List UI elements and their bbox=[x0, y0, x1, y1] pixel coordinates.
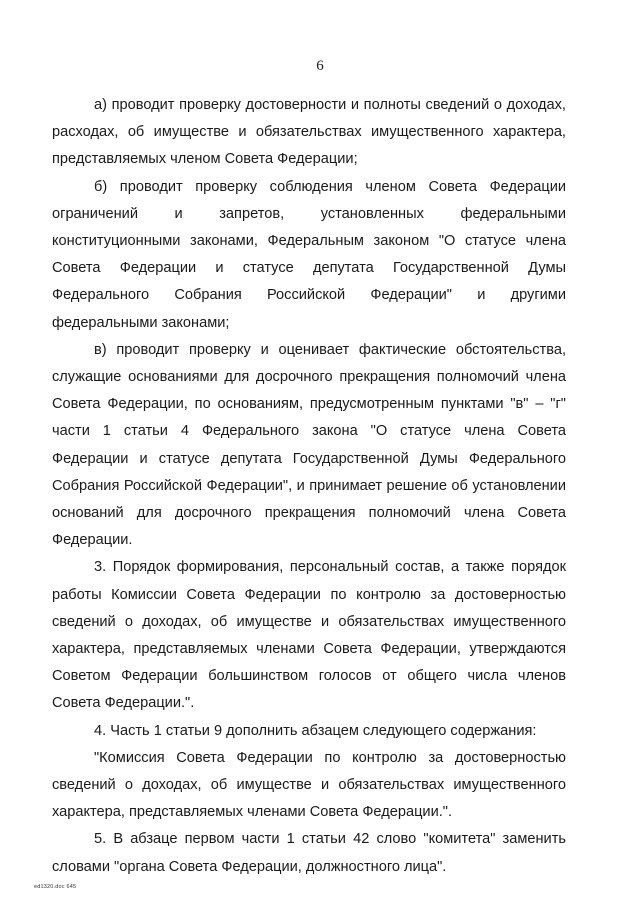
paragraph-5: 5. В абзаце первом части 1 статьи 42 слово "комитета" заменить словами "органа Совета Федерации, должностного лица". bbox=[52, 831, 566, 875]
page-number: 6 bbox=[316, 58, 324, 74]
paragraph-a: а) проводит проверку достоверности и полноты сведений о доходах, расходах, об имуществе и обязательствах имущественного характера, представляемых членом Совета Федерации; bbox=[52, 97, 566, 168]
paragraph-quote: "Комиссия Совета Федерации по контролю за достоверностью сведений о доходах, об имуществе и обязательствах имущественного характера, представляемых членами Совета Федерации.". bbox=[52, 749, 566, 821]
paragraph-3: 3. Порядок формирования, персональный состав, а также порядок работы Комиссии Совета Федерации по контролю за достоверностью сведений о доходах, об имуществе и обязательствах имущественного характера, представляемых членами Совета Федерации, утверждаются Советом Федерации большинством голосов от общего числа членов Совета Федерации.". bbox=[52, 559, 566, 712]
paragraph-v: в) проводит проверку и оценивает фактические обстоятельства, служащие основаниями для досрочного прекращения полномочий члена Совета Федерации, по основаниям, предусмотренным пунктами "в" – "г" части 1 статьи 4 Федерального закона "О статусе члена Совета Федерации и статусе депутата Государственной Думы Федерального Собрания Российской Федерации", и принимает решение об установлении оснований для досрочного прекращения полномочий члена Совета Федерации. bbox=[52, 341, 566, 549]
document-body bbox=[52, 92, 566, 881]
paragraph-b: б) проводит проверку соблюдения членом Совета Федерации ограничений и запретов, установленных федеральными конституционными законами, Федеральным законом "О статусе члена Совета Федерации и статусе депутата Государственной Думы Федерального Собрания Российской Федерации" и другими федеральными законами; bbox=[52, 178, 566, 331]
paragraph-4: 4. Часть 1 статьи 9 дополнить абзацем следующего содержания: bbox=[94, 722, 537, 739]
file-reference: ed1320.doc 645 bbox=[34, 884, 77, 890]
